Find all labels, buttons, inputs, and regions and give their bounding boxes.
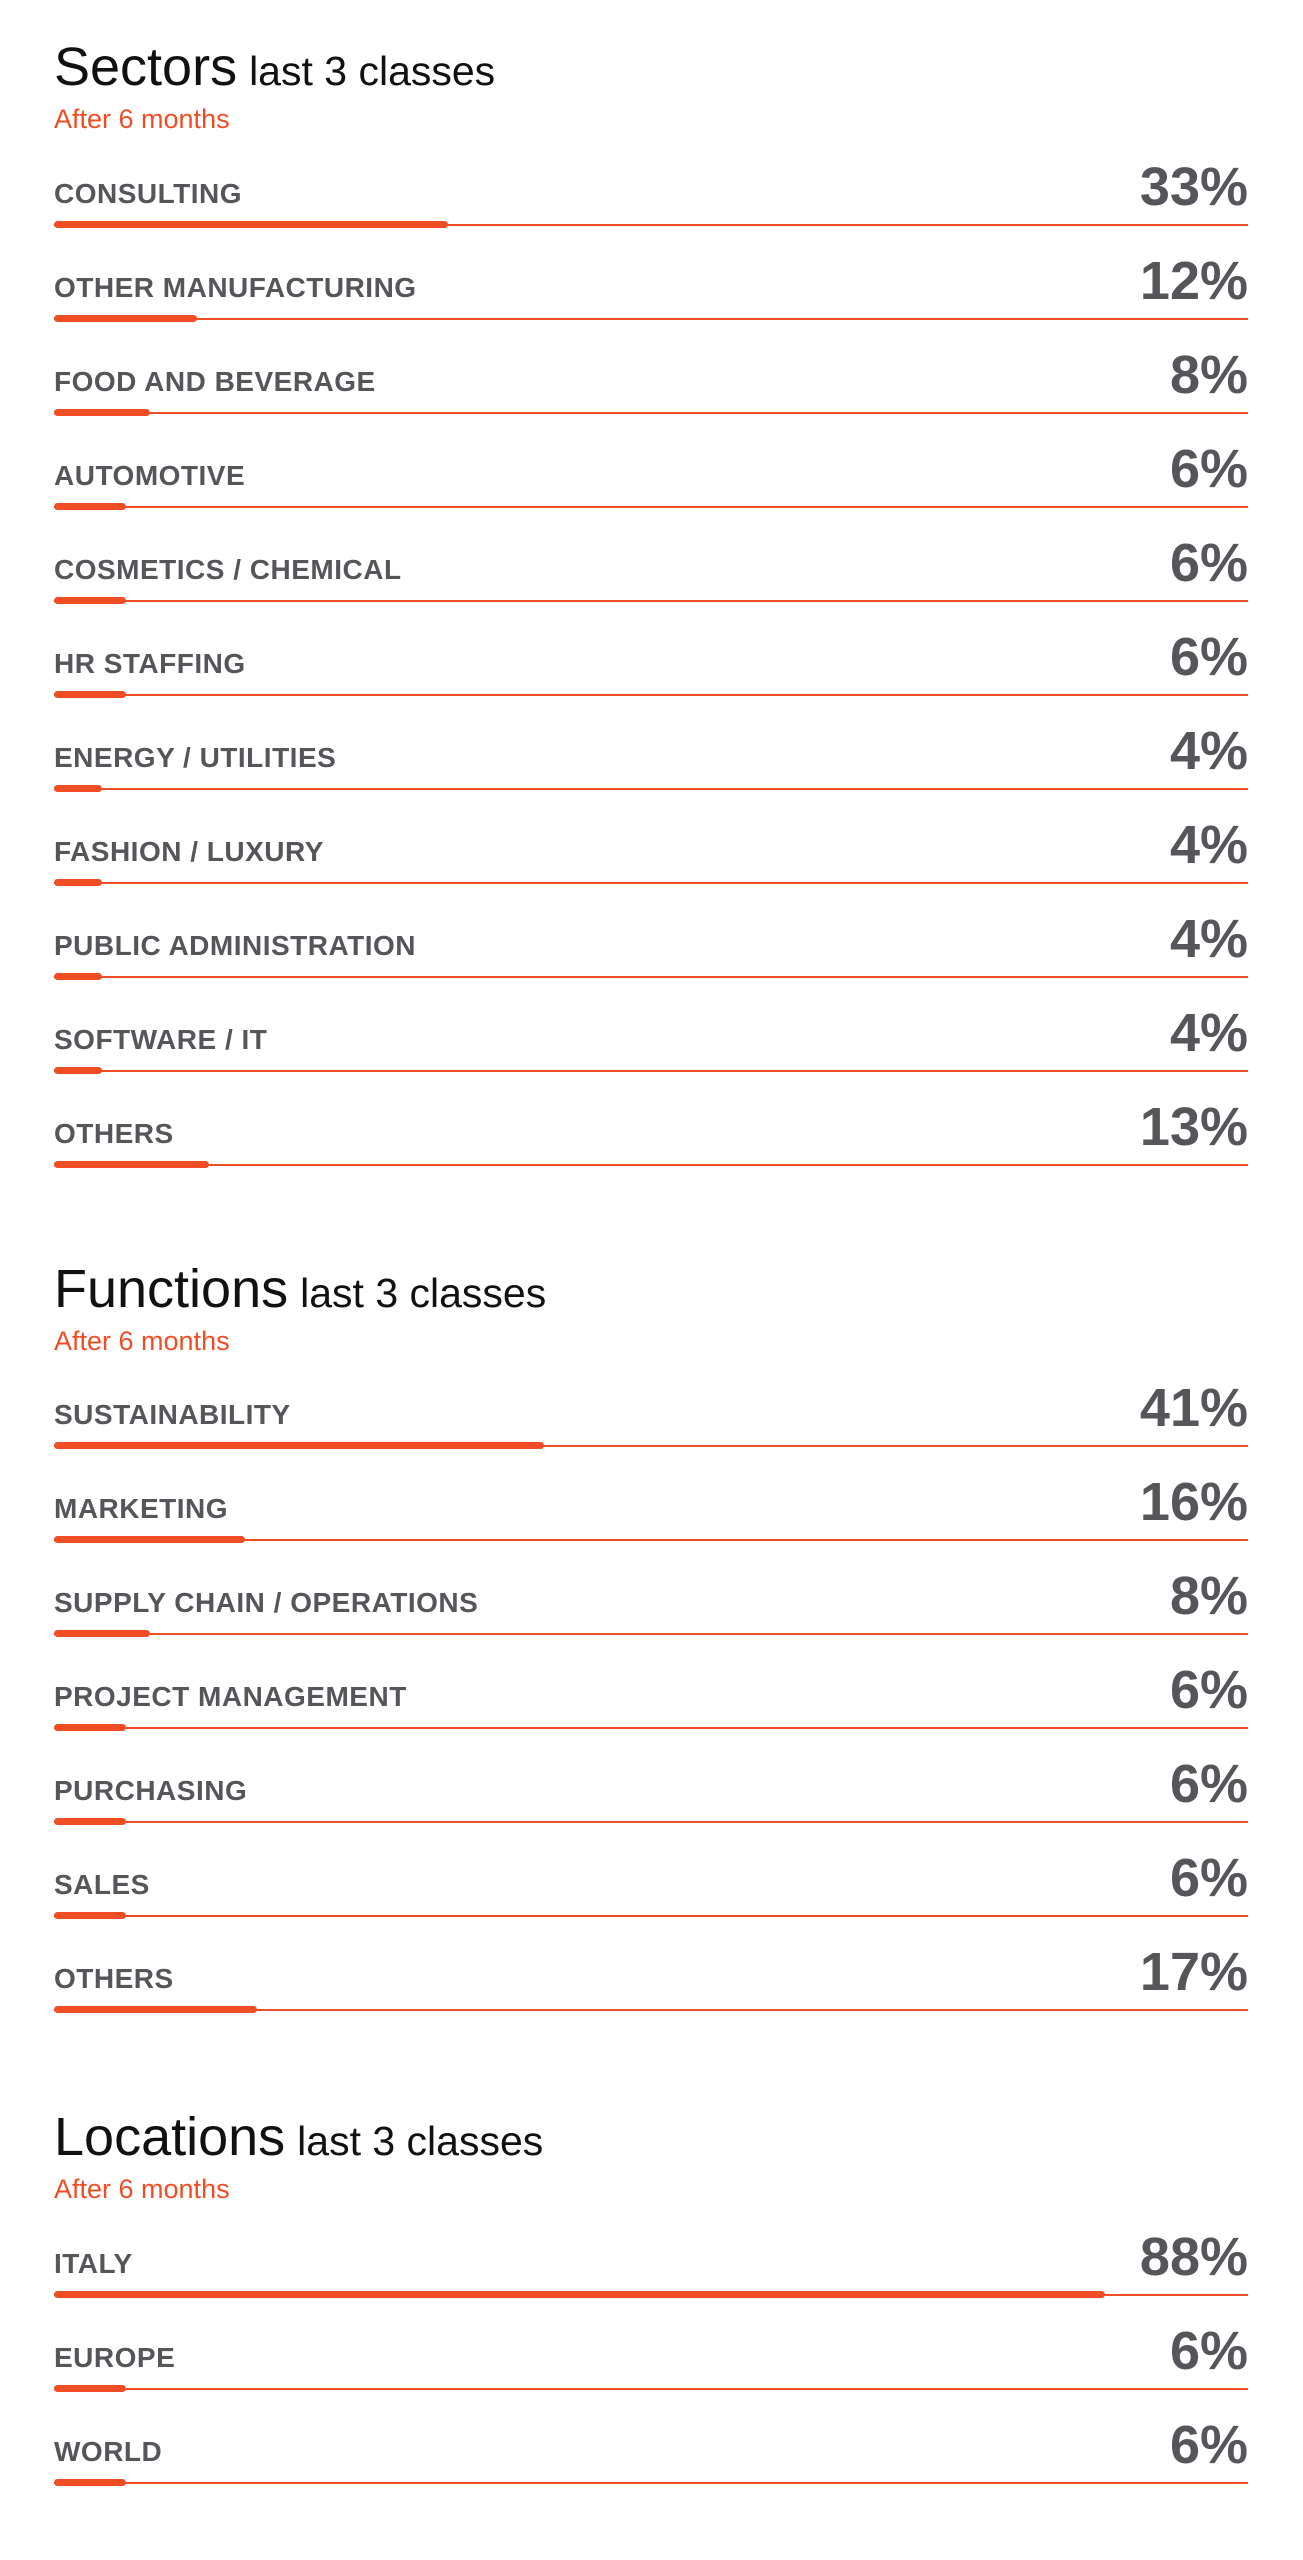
section-subtitle: After 6 months [54, 1326, 230, 1356]
bar-fill [54, 785, 102, 792]
section-subtitle: After 6 months [54, 104, 230, 134]
bar-value-label: 6% [1169, 1848, 1248, 1908]
bar-fill [54, 503, 126, 510]
bar-label: OTHERS [54, 1118, 174, 1149]
bar-track [54, 882, 1248, 884]
bar-label: PURCHASING [54, 1775, 248, 1806]
bar-value-label: 41% [1139, 1378, 1248, 1438]
bar-track [54, 694, 1248, 696]
bar-fill [54, 221, 448, 228]
bar-fill [54, 1912, 126, 1919]
bar-fill [54, 1630, 150, 1637]
bar-row [54, 1471, 1248, 1541]
bar-track [54, 1070, 1248, 1072]
bar-row [54, 532, 1248, 602]
bar-fill [54, 1161, 209, 1168]
bar-label: WORLD [54, 2436, 163, 2467]
bar-fill [54, 1067, 102, 1074]
bar-value-label: 8% [1169, 1566, 1248, 1626]
bar-track [54, 1821, 1248, 1823]
bar-value-label: 16% [1139, 1472, 1248, 1532]
bar-row [54, 1941, 1248, 2011]
bar-value-label: 6% [1169, 1754, 1248, 1814]
bar-value-label: 4% [1169, 721, 1248, 781]
bar-label: ITALY [54, 2248, 133, 2279]
bar-value-label: 6% [1169, 2415, 1248, 2475]
bar-track [54, 1915, 1248, 1917]
bar-track [54, 506, 1248, 508]
bar-value-label: 4% [1169, 1003, 1248, 1063]
bar-label: PUBLIC ADMINISTRATION [54, 930, 417, 961]
bar-row [54, 438, 1248, 508]
section-title-suffix: last 3 classes [300, 1270, 547, 1316]
bar-label: SOFTWARE / IT [54, 1024, 268, 1055]
bar-track [54, 412, 1248, 414]
bar-row [54, 344, 1248, 414]
bar-label: OTHERS [54, 1963, 174, 1994]
section-heading [54, 37, 496, 97]
bar-label: OTHER MANUFACTURING [54, 272, 417, 303]
bar-row [54, 2226, 1248, 2296]
bar-value-label: 4% [1169, 815, 1248, 875]
bar-fill [54, 2479, 126, 2486]
section-title: Sectors [54, 37, 238, 97]
bar-label: AUTOMOTIVE [54, 460, 246, 491]
section-title: Locations [54, 2107, 286, 2167]
bar-row [54, 2320, 1248, 2390]
section-title-suffix: last 3 classes [249, 48, 496, 94]
bar-row [54, 1002, 1248, 1072]
bar-label: HR STAFFING [54, 648, 246, 679]
bar-fill [54, 2006, 257, 2013]
bar-value-label: 8% [1169, 345, 1248, 405]
bar-label: FOOD AND BEVERAGE [54, 366, 376, 397]
bar-value-label: 13% [1139, 1097, 1248, 1157]
bar-row [54, 626, 1248, 696]
bar-fill [54, 315, 197, 322]
bar-label: PROJECT MANAGEMENT [54, 1681, 407, 1712]
bar-track [54, 600, 1248, 602]
bar-row [54, 250, 1248, 320]
bar-fill [54, 1724, 126, 1731]
bar-label: FASHION / LUXURY [54, 836, 324, 867]
bar-track [54, 2388, 1248, 2390]
bar-row [54, 1565, 1248, 1635]
bar-row [54, 1753, 1248, 1823]
bar-fill [54, 973, 102, 980]
bar-value-label: 6% [1169, 1660, 1248, 1720]
bar-label: SUSTAINABILITY [54, 1399, 291, 1430]
section-subtitle: After 6 months [54, 2174, 230, 2204]
bar-label: MARKETING [54, 1493, 229, 1524]
bar-fill [54, 2291, 1105, 2298]
bar-row [54, 1096, 1248, 1166]
bar-fill [54, 1818, 126, 1825]
bar-row [54, 1659, 1248, 1729]
bar-row [54, 2414, 1248, 2484]
bar-fill [54, 691, 126, 698]
bar-value-label: 12% [1139, 251, 1248, 311]
bar-row [54, 908, 1248, 978]
bar-value-label: 88% [1139, 2227, 1248, 2287]
bar-track [54, 976, 1248, 978]
bar-value-label: 6% [1169, 2321, 1248, 2381]
bar-row [54, 1847, 1248, 1917]
bar-value-label: 4% [1169, 909, 1248, 969]
bar-label: COSMETICS / CHEMICAL [54, 554, 402, 585]
bar-track [54, 788, 1248, 790]
bar-value-label: 33% [1139, 157, 1248, 217]
bar-row [54, 814, 1248, 884]
bar-track [54, 318, 1248, 320]
bar-value-label: 6% [1169, 627, 1248, 687]
bar-label: SUPPLY CHAIN / OPERATIONS [54, 1587, 479, 1618]
bar-label: CONSULTING [54, 178, 243, 209]
bar-track [54, 1633, 1248, 1635]
bar-fill [54, 1536, 245, 1543]
bar-fill [54, 879, 102, 886]
bar-label: SALES [54, 1869, 150, 1900]
bar-fill [54, 2385, 126, 2392]
section-title-suffix: last 3 classes [297, 2118, 544, 2164]
bar-fill [54, 597, 126, 604]
bar-row [54, 1377, 1248, 1447]
bar-track [54, 2482, 1248, 2484]
section-heading [54, 2107, 544, 2167]
bar-value-label: 6% [1169, 533, 1248, 593]
bar-fill [54, 409, 150, 416]
bar-fill [54, 1442, 544, 1449]
bar-track [54, 1727, 1248, 1729]
bar-value-label: 6% [1169, 439, 1248, 499]
bar-track [54, 1164, 1248, 1166]
bar-label: ENERGY / UTILITIES [54, 742, 337, 773]
bar-row [54, 720, 1248, 790]
section-heading [54, 1259, 547, 1319]
bar-value-label: 17% [1139, 1942, 1248, 2002]
section-title: Functions [54, 1259, 289, 1319]
bar-row [54, 156, 1248, 226]
bar-label: EUROPE [54, 2342, 176, 2373]
